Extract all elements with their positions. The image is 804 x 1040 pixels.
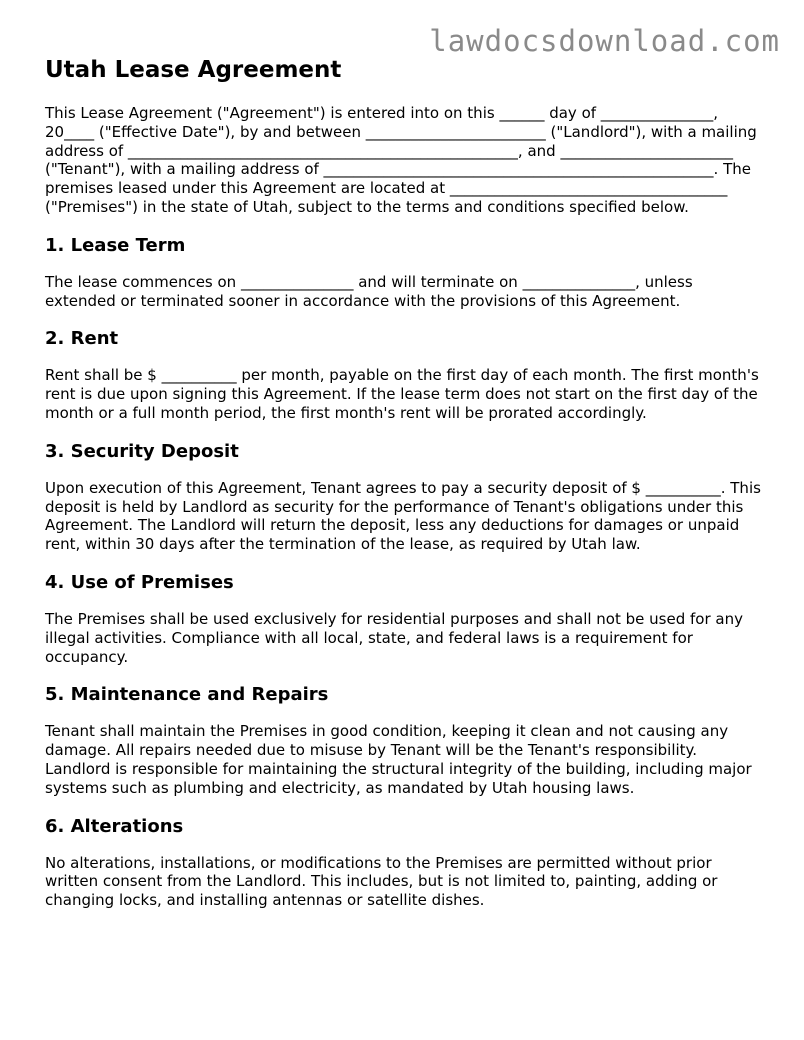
section-security-deposit — [45, 441, 765, 554]
watermark-text: lawdocsdownload.com — [429, 24, 780, 58]
section-text: No alterations, installations, or modifications to the Premises are permitted without prior written consent from the Landlord. This includes, but is not limited to, painting, adding or changing locks, and installing antennas or satellite dishes. — [45, 853, 718, 910]
intro-paragraph: This Lease Agreement ("Agreement") is entered into on this ______ day of _______________, 20____ ("Effective Date"), by and between ________________________ ("Landlord"), with a mailing address of ____________________________________________________, and _______________________ ("Tenant"), with a mailing address of ____________________________________________________. The premises leased under this Agreement are located at _____________________________________ ("Premises") in the state of Utah, subject to the terms and conditions specified below. — [45, 104, 757, 216]
section-use-of-premises — [45, 572, 765, 666]
section-alterations — [45, 816, 765, 910]
document-body — [45, 56, 765, 910]
section-text: Upon execution of this Agreement, Tenant agrees to pay a security deposit of $ __________. This deposit is held by Landlord as security for the performance of Tenant's obligations under this Agreement. The Landlord will return the deposit, less any deductions for damages or unpaid rent, within 30 days after the termination of the lease, as required by Utah law. — [45, 478, 761, 554]
section-heading: 5. Maintenance and Repairs — [45, 684, 329, 706]
section-rent — [45, 328, 765, 422]
section-maintenance-repairs — [45, 684, 765, 797]
section-heading: 3. Security Deposit — [45, 440, 239, 462]
section-text: Rent shall be $ __________ per month, payable on the first day of each month. The first month's rent is due upon signing this Agreement. If the lease term does not start on the first day of the month or a full month period, the first month's rent will be prorated accordingly. — [45, 366, 759, 422]
section-text: The lease commences on _______________ and will terminate on _______________, unless extended or terminated sooner in accordance with the provisions of this Agreement. — [45, 272, 693, 310]
section-text: The Premises shall be used exclusively for residential purposes and shall not be used for any illegal activities. Compliance with all local, state, and federal laws is a requirement for occupancy. — [45, 609, 743, 666]
section-heading: 6. Alterations — [45, 815, 184, 837]
section-heading: 1. Lease Term — [45, 234, 186, 256]
section-heading: 2. Rent — [45, 328, 119, 350]
section-heading: 4. Use of Premises — [45, 571, 234, 593]
section-lease-term — [45, 235, 765, 311]
section-text: Tenant shall maintain the Premises in good condition, keeping it clean and not causing any damage. All repairs needed due to misuse by Tenant will be the Tenant's responsibility. Landlord is responsible for maintaining the structural integrity of the building, including major systems such as plumbing and electricity, as mandated by Utah housing laws. — [45, 722, 752, 797]
document-title: Utah Lease Agreement — [45, 57, 342, 83]
